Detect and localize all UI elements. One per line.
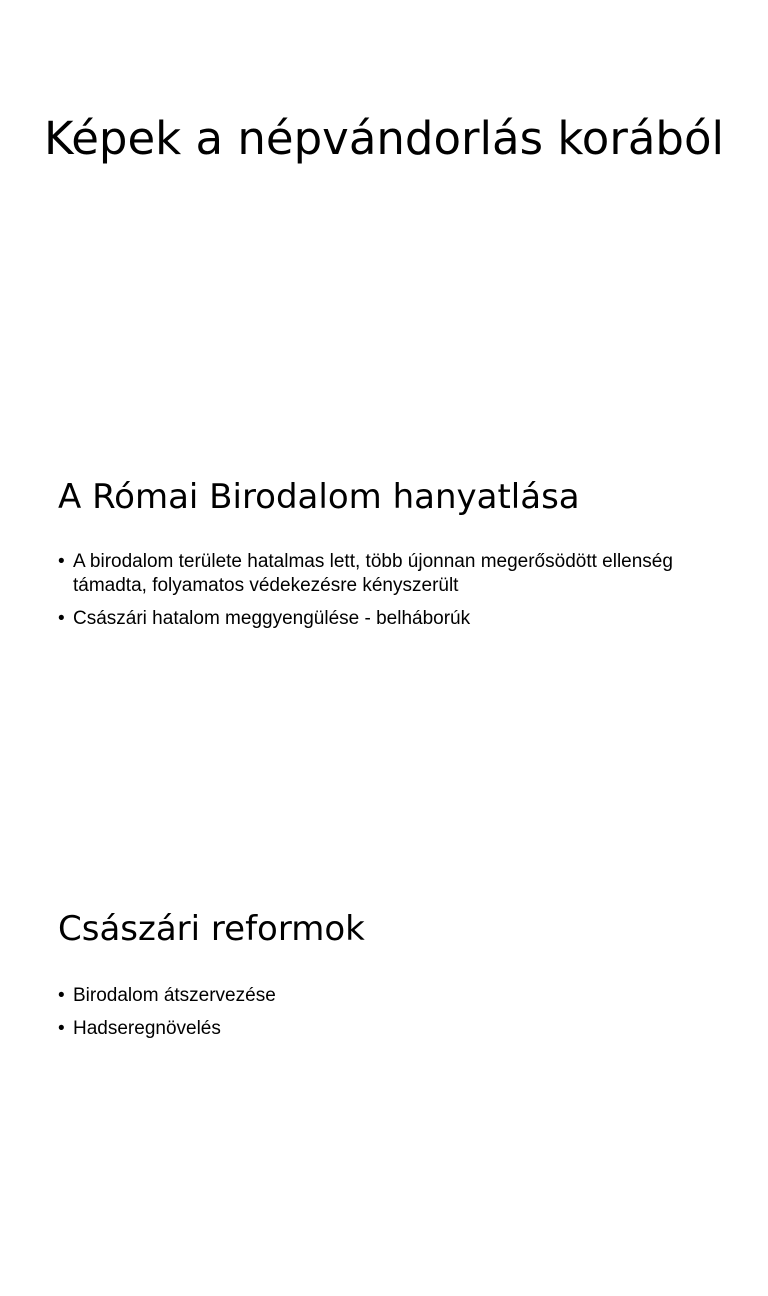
presentation-title: Képek a népvándorlás korából [43,112,725,165]
bullet-list [58,550,718,640]
bullet-list [58,984,718,1050]
bullet-text: Császári hatalom meggyengülése - belháborúk [73,608,471,629]
bullet-item [58,1017,718,1041]
bullet-glyph: • [58,551,65,572]
slide-heading: Császári reformok [58,909,365,949]
slide-roman-decline [0,432,768,864]
bullet-glyph: • [58,985,65,1006]
bullet-text: Birodalom átszervezése [73,985,276,1006]
slide-title [0,0,768,432]
slide-imperial-reforms [0,864,768,1296]
bullet-item [58,984,718,1008]
bullet-glyph: • [58,1018,65,1039]
bullet-item [58,550,718,598]
slide-heading: A Római Birodalom hanyatlása [58,477,580,517]
bullet-text: Hadseregnövelés [73,1018,221,1039]
bullet-text: A birodalom területe hatalmas lett, több újonnan megerősödött ellenség támadta, folyamatos védekezésre kényszerült [73,551,673,596]
bullet-item [58,607,718,631]
bullet-glyph: • [58,608,65,629]
